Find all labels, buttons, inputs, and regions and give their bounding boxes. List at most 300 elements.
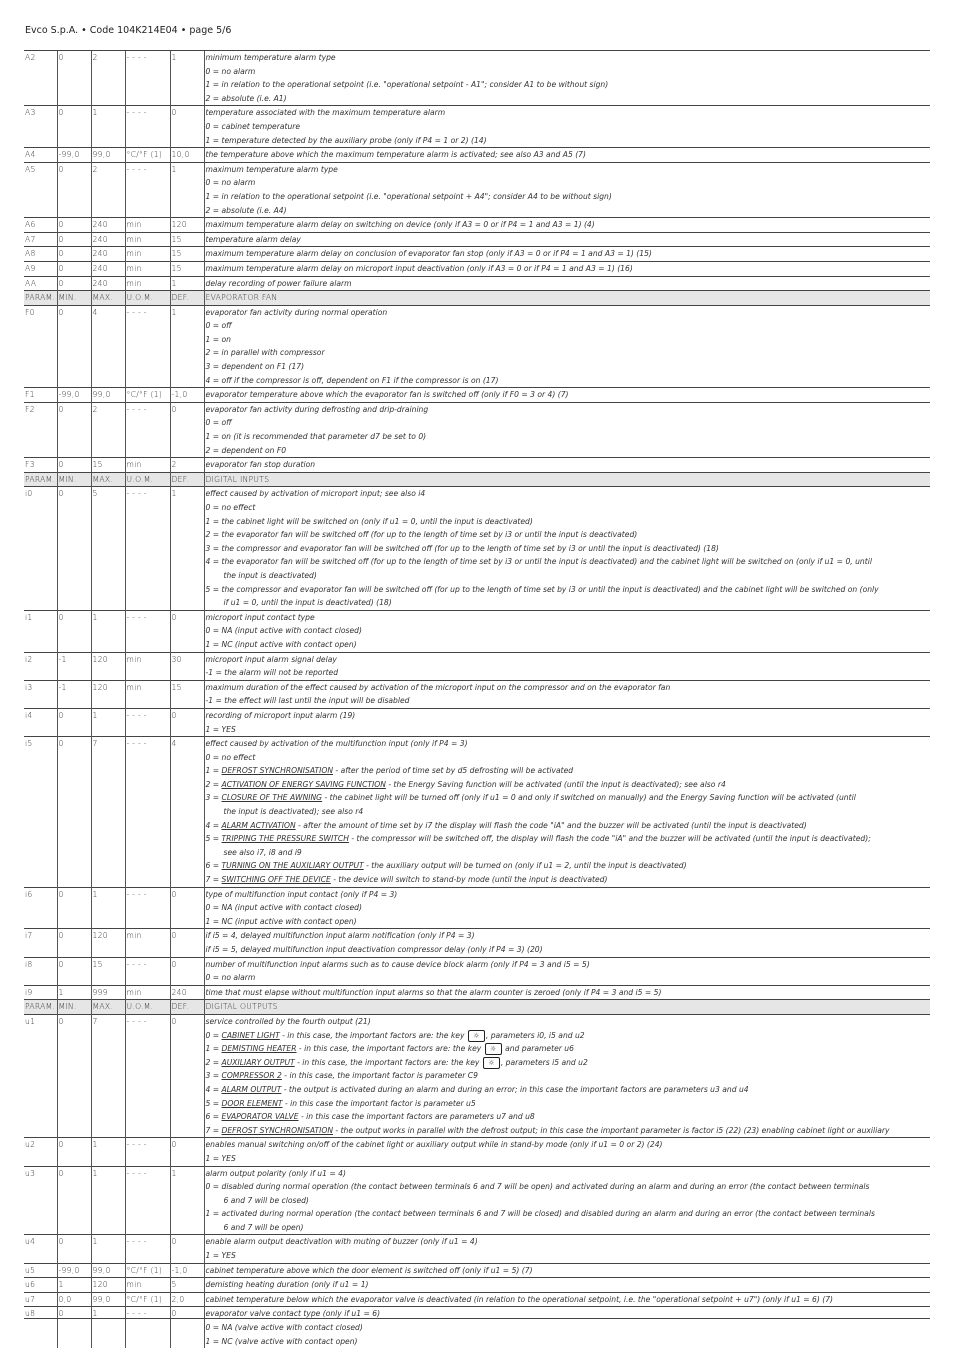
param-description (204, 1235, 930, 1263)
section-title (204, 291, 930, 306)
param-default: 15 (170, 680, 204, 708)
param-max: 240 (91, 261, 125, 276)
description-line: 0 = disabled during normal operation (the contact between terminals 6 and 7 will be open) and activated during an alarm and during an error (the contact between terminals (205, 1182, 870, 1192)
param-uom: °C/°F (1) (125, 148, 170, 163)
param-min: 0,0 (57, 1292, 91, 1307)
description-line: minimum temperature alarm type (205, 53, 336, 62)
description-line: 0 = no alarm (205, 973, 256, 983)
param-max: 1 (91, 1166, 125, 1235)
param-description (204, 957, 930, 985)
param-default: 2,0 (170, 1292, 204, 1307)
description-line: demisting heating duration (only if u1 = 1) (205, 1280, 369, 1290)
param-default: 0 (170, 1235, 204, 1263)
param-uom: °C/°F (1) (125, 388, 170, 403)
param-default: 0 (170, 610, 204, 652)
description-line: 3 = the compressor and evaporator fan will be switched off (for up to the length of time set by i3 or until the input is deactivated) (18) (205, 543, 719, 553)
description-line: cabinet temperature above which the door element is switched off (only if u1 = 5) (7) (205, 1265, 533, 1275)
parameter-row (24, 247, 930, 262)
description-line: 1 = in relation to the operational setpoint (i.e. "operational setpoint - A1"; consider A1 to be without sign) (205, 80, 609, 90)
param-uom: min (125, 652, 170, 680)
description-line: 2 = AUXILIARY OUTPUT - in this case, the important factors are: the key ☼ , parameters i5 and u2 (205, 1057, 588, 1067)
lamp-key-icon: ☼ (483, 1057, 500, 1069)
param-default: 1 (170, 162, 204, 217)
description-line: 1 = DEMISTING HEATER - in this case, the important factors are: the key ☼ and parameter u6 (205, 1044, 574, 1054)
param-default: 1 (170, 51, 204, 106)
parameter-row (24, 402, 930, 457)
param-min: -1 (57, 680, 91, 708)
param-description (204, 276, 930, 291)
param-default: 15 (170, 247, 204, 262)
param-description (204, 1307, 930, 1348)
param-description (204, 162, 930, 217)
option-keyword: DEFROST SYNCHRONISATION (221, 1125, 333, 1135)
description-line: 1 = on (205, 334, 231, 344)
description-line: recording of microport input alarm (19) (205, 710, 356, 720)
param-uom: - - - - (125, 737, 170, 888)
param-min: 0 (57, 106, 91, 148)
description-line: 2 = in parallel with compressor (205, 348, 325, 358)
description-line: 5 = DOOR ELEMENT - in this case the important factor is parameter u5 (205, 1098, 476, 1108)
param-default: 4 (170, 737, 204, 888)
description-line: -1 = the alarm will not be reported (205, 668, 339, 678)
description-line: 5 = TRIPPING THE PRESSURE SWITCH - the compressor will be switched off, the display will flash the code "iA" and the buzzer will be activated (until the input is deactivated); (205, 834, 871, 844)
param-default: -1,0 (170, 1263, 204, 1278)
param-code: i9 (24, 985, 57, 1000)
param-uom: - - - - (125, 1014, 170, 1137)
param-max: 2 (91, 162, 125, 217)
param-uom: - - - - (125, 106, 170, 148)
param-code: A6 (24, 218, 57, 233)
param-max: 7 (91, 737, 125, 888)
option-keyword: ALARM OUTPUT (221, 1084, 282, 1094)
param-max: 1 (91, 1307, 125, 1348)
param-max: 1 (91, 610, 125, 652)
param-min: 0 (57, 162, 91, 217)
description-line: 4 = off if the compressor is off, dependent on F1 if the compressor is on (17) (205, 375, 499, 385)
description-line: 1 = on (it is recommended that parameter d7 be set to 0) (205, 432, 427, 442)
param-uom: - - - - (125, 708, 170, 736)
option-keyword: DEFROST SYNCHRONISATION (221, 766, 333, 776)
param-max: 99,0 (91, 148, 125, 163)
parameter-row (24, 261, 930, 276)
description-line: delay recording of power failure alarm (205, 278, 352, 288)
param-default: 10,0 (170, 148, 204, 163)
description-line: if i5 = 5, delayed multifunction input deactivation compressor delay (only if P4 = 3) (20) (205, 945, 543, 954)
param-code: i7 (24, 929, 57, 957)
param-default: 5 (170, 1278, 204, 1293)
description-line: if i5 = 4, delayed multifunction input alarm notification (only if P4 = 3) (205, 931, 475, 941)
param-code: i6 (24, 887, 57, 929)
param-code: A2 (24, 51, 57, 106)
description-line: 0 = no effect (205, 752, 256, 762)
param-code: i1 (24, 610, 57, 652)
param-uom: U.O.M. (125, 291, 170, 306)
description-line: 2 = the evaporator fan will be switched off (for up to the length of time set by i3 or until the input is deactivated) (205, 530, 638, 540)
param-max: 99,0 (91, 388, 125, 403)
description-line: 4 = ALARM OUTPUT - the output is activated during an alarm and during an error; in this case the important factors are parameters u3 and u4 (205, 1084, 749, 1094)
param-min: 0 (57, 708, 91, 736)
param-description (204, 402, 930, 457)
description-line: 3 = dependent on F1 (17) (205, 362, 305, 372)
parameter-row (24, 148, 930, 163)
param-uom: min (125, 1278, 170, 1293)
param-description (204, 458, 930, 473)
param-default: 30 (170, 652, 204, 680)
option-keyword: SWITCHING OFF THE DEVICE (221, 875, 331, 885)
param-code: A9 (24, 261, 57, 276)
param-min: 0 (57, 1235, 91, 1263)
description-line: 1 = YES (205, 724, 236, 734)
description-line: 0 = NA (input active with contact closed) (205, 903, 362, 913)
param-uom: min (125, 247, 170, 262)
description-line: 7 = SWITCHING OFF THE DEVICE - the device will switch to stand-by mode (until the input is deactivated) (205, 875, 608, 885)
param-max: 1 (91, 708, 125, 736)
param-uom: °C/°F (1) (125, 1263, 170, 1278)
description-line: the input is deactivated); see also r4 (223, 807, 364, 817)
param-max: 1 (91, 1235, 125, 1263)
param-description (204, 106, 930, 148)
lamp-key-icon: ☼ (468, 1030, 485, 1042)
description-line: the input is deactivated) (223, 570, 317, 580)
param-max: 240 (91, 218, 125, 233)
description-line: 1 = activated during normal operation (the contact between terminals 6 and 7 will be closed) and disabled during an alarm and during an error (the contact between terminals (205, 1209, 875, 1219)
description-line: 6 and 7 will be closed) (223, 1195, 309, 1205)
param-description (204, 737, 930, 888)
param-uom: - - - - (125, 610, 170, 652)
parameter-table (24, 50, 930, 1348)
parameter-row (24, 458, 930, 473)
param-code: u7 (24, 1292, 57, 1307)
description-line: 3 = CLOSURE OF THE AWNING - the cabinet light will be turned off (only if u1 = 0 and only if switched on manually) and the Energy Saving function will be activated (until (205, 793, 856, 803)
param-default: DEF. (170, 1000, 204, 1015)
param-max: 1 (91, 1138, 125, 1166)
param-description (204, 680, 930, 708)
description-line: DIGITAL OUTPUTS (205, 1002, 278, 1012)
param-description (204, 652, 930, 680)
param-min: 0 (57, 737, 91, 888)
option-keyword: DEMISTING HEATER (221, 1044, 297, 1054)
param-max: 1 (91, 106, 125, 148)
parameter-row (24, 388, 930, 403)
param-code: u2 (24, 1138, 57, 1166)
param-min: -99,0 (57, 388, 91, 403)
description-line: 0 = no alarm (205, 178, 256, 188)
param-code: u5 (24, 1263, 57, 1278)
param-code: F2 (24, 402, 57, 457)
param-default: 120 (170, 218, 204, 233)
param-code: A4 (24, 148, 57, 163)
param-default: 1 (170, 276, 204, 291)
description-line: 0 = no alarm (205, 66, 256, 76)
description-line: 1 = NC (input active with contact open) (205, 916, 357, 926)
param-description (204, 148, 930, 163)
description-line: microport input contact type (205, 612, 315, 622)
parameter-row (24, 1292, 930, 1307)
description-line: evaporator fan activity during defrosting and drip-draining (205, 404, 429, 414)
parameter-row (24, 276, 930, 291)
param-description (204, 218, 930, 233)
description-line: EVAPORATOR FAN (205, 293, 278, 303)
parameter-row (24, 1263, 930, 1278)
param-default: 0 (170, 1014, 204, 1137)
description-line: cabinet temperature below which the evaporator valve is deactivated (in relation to the operational setpoint, i.e. the "operational setpoint + u7") (only if u1 = 6) (7) (205, 1294, 834, 1304)
parameter-row (24, 887, 930, 929)
param-default: 2 (170, 458, 204, 473)
parameter-row (24, 1307, 930, 1348)
param-code: F3 (24, 458, 57, 473)
param-description (204, 1014, 930, 1137)
param-max: 15 (91, 957, 125, 985)
description-line: effect caused by activation of the multifunction input (only if P4 = 3) (205, 739, 468, 749)
description-line: maximum duration of the effect caused by activation of the microport input on the compressor and on the evaporator fan (205, 682, 671, 692)
description-line: 2 = ACTIVATION OF ENERGY SAVING FUNCTION - the Energy Saving function will be activated (until the input is deactivated); see also r4 (205, 779, 726, 789)
param-code: PARAM. (24, 291, 57, 306)
param-description (204, 388, 930, 403)
section-header-row (24, 1000, 930, 1015)
param-default: 240 (170, 985, 204, 1000)
param-max: 7 (91, 1014, 125, 1137)
param-max: MAX. (91, 1000, 125, 1015)
description-line: DIGITAL INPUTS (205, 474, 270, 484)
description-line: 0 = NA (valve active with contact closed) (205, 1323, 363, 1333)
param-uom: U.O.M. (125, 472, 170, 487)
description-line: type of multifunction input contact (only if P4 = 3) (205, 889, 398, 899)
param-default: 1 (170, 487, 204, 610)
description-line: 1 = the cabinet light will be switched on (only if u1 = 0, until the input is deactivated) (205, 516, 533, 526)
param-code: u6 (24, 1278, 57, 1293)
parameter-row (24, 680, 930, 708)
param-code: F0 (24, 305, 57, 388)
param-max: 99,0 (91, 1292, 125, 1307)
parameter-row (24, 610, 930, 652)
section-header-row (24, 472, 930, 487)
param-uom: U.O.M. (125, 1000, 170, 1015)
description-line: evaporator valve contact type (only if u1 = 6) (205, 1309, 381, 1319)
param-code: A5 (24, 162, 57, 217)
parameter-row (24, 652, 930, 680)
param-description (204, 305, 930, 388)
param-code: i5 (24, 737, 57, 888)
param-default: DEF. (170, 472, 204, 487)
param-default: 15 (170, 232, 204, 247)
param-description (204, 247, 930, 262)
lamp-key-icon: ☼ (485, 1043, 502, 1055)
parameter-table-body (24, 51, 930, 1349)
description-line: 1 = YES (205, 1153, 236, 1163)
description-line: 0 = off (205, 418, 232, 428)
description-line: evaporator fan activity during normal operation (205, 307, 388, 317)
param-max: 1 (91, 887, 125, 929)
section-title (204, 1000, 930, 1015)
param-code: u8 (24, 1307, 57, 1348)
section-title (204, 472, 930, 487)
parameter-row (24, 1166, 930, 1235)
param-min: 0 (57, 276, 91, 291)
parameter-row (24, 232, 930, 247)
param-uom: min (125, 218, 170, 233)
param-description (204, 708, 930, 736)
param-min: 0 (57, 1014, 91, 1137)
description-line: -1 = the effect will last until the input will be disabled (205, 696, 410, 706)
param-code: A8 (24, 247, 57, 262)
param-code: i3 (24, 680, 57, 708)
option-keyword: ALARM ACTIVATION (221, 820, 296, 830)
param-min: 0 (57, 218, 91, 233)
option-keyword: COMPRESSOR 2 (221, 1071, 282, 1081)
param-min: 1 (57, 1278, 91, 1293)
description-line: if u1 = 0, until the input is deactivated) (18) (223, 598, 392, 608)
description-line: 3 = COMPRESSOR 2 - in this case, the important factor is parameter C9 (205, 1071, 478, 1081)
param-min: MIN. (57, 472, 91, 487)
description-line: 0 = CABINET LIGHT - in this case, the important factors are: the key ☼ , parameters i0, i5 and u2 (205, 1030, 585, 1040)
param-code: A7 (24, 232, 57, 247)
param-default: 0 (170, 887, 204, 929)
param-max: 5 (91, 487, 125, 610)
param-default: 0 (170, 1307, 204, 1348)
parameter-row (24, 1138, 930, 1166)
description-line: 1 = DEFROST SYNCHRONISATION - after the period of time set by d5 defrosting will be activated (205, 766, 574, 776)
param-default: 1 (170, 305, 204, 388)
param-min: 0 (57, 402, 91, 457)
param-max: 240 (91, 232, 125, 247)
parameter-row (24, 1235, 930, 1263)
description-line: 0 = off (205, 321, 232, 331)
param-min: 0 (57, 610, 91, 652)
description-line: 7 = DEFROST SYNCHRONISATION - the output works in parallel with the defrost output; in this case the important parameter is factor i5 (22) (23) enabling cabinet light or auxiliary (205, 1125, 890, 1135)
description-line: enable alarm output deactivation with muting of buzzer (only if u1 = 4) (205, 1237, 478, 1247)
parameter-row (24, 1278, 930, 1293)
param-min: 1 (57, 985, 91, 1000)
description-line: 1 = YES (205, 1251, 236, 1261)
parameter-row (24, 1014, 930, 1137)
description-line: microport input alarm signal delay (205, 654, 337, 664)
param-default: 0 (170, 708, 204, 736)
parameter-row (24, 106, 930, 148)
description-line: evaporator temperature above which the evaporator fan is switched off (only if F0 = 3 or 4) (7) (205, 390, 569, 400)
param-max: 4 (91, 305, 125, 388)
option-keyword: CABINET LIGHT (221, 1030, 280, 1040)
param-code: PARAM. (24, 1000, 57, 1015)
param-description (204, 261, 930, 276)
description-line: 2 = absolute (i.e. A1) (205, 93, 287, 103)
description-line: 4 = the evaporator fan will be switched off (for up to the length of time set by i3 or until the input is deactivated) and the cabinet light will be switched on (only if u1 = 0, until (205, 557, 872, 567)
parameter-row (24, 487, 930, 610)
param-uom: min (125, 458, 170, 473)
param-uom: - - - - (125, 1307, 170, 1348)
param-min: -99,0 (57, 1263, 91, 1278)
option-keyword: TURNING ON THE AUXILIARY OUTPUT (221, 861, 364, 871)
description-line: temperature alarm delay (205, 234, 301, 244)
param-default: 1 (170, 1166, 204, 1235)
parameter-row (24, 305, 930, 388)
param-max: 15 (91, 458, 125, 473)
param-uom: min (125, 680, 170, 708)
description-line: 5 = the compressor and evaporator fan will be switched off (for up to the length of time set by i3 or until the input is deactivated) and the cabinet light will be switched on (only (205, 584, 879, 594)
description-line: temperature associated with the maximum temperature alarm (205, 108, 446, 118)
param-uom: min (125, 985, 170, 1000)
param-description (204, 1138, 930, 1166)
param-min: 0 (57, 929, 91, 957)
param-description (204, 1263, 930, 1278)
param-description (204, 232, 930, 247)
param-max: 240 (91, 247, 125, 262)
param-uom: - - - - (125, 957, 170, 985)
parameter-row (24, 162, 930, 217)
param-min: -99,0 (57, 148, 91, 163)
param-max: MAX. (91, 291, 125, 306)
param-code: A3 (24, 106, 57, 148)
param-uom: - - - - (125, 1138, 170, 1166)
description-line: 1 = in relation to the operational setpoint (i.e. "operational setpoint + A4"; consider A4 to be without sign) (205, 191, 612, 201)
param-max: 99,0 (91, 1263, 125, 1278)
param-min: 0 (57, 957, 91, 985)
option-keyword: DOOR ELEMENT (221, 1098, 283, 1108)
description-line: 0 = NA (input active with contact closed) (205, 626, 362, 636)
param-description (204, 487, 930, 610)
param-min: 0 (57, 1138, 91, 1166)
param-min: MIN. (57, 291, 91, 306)
param-max: 2 (91, 402, 125, 457)
description-line: 6 = TURNING ON THE AUXILIARY OUTPUT - the auxiliary output will be turned on (only if u1 = 2, until the input is deactivated) (205, 861, 687, 871)
param-uom: °C/°F (1) (125, 1292, 170, 1307)
description-line: maximum temperature alarm delay on switching on device (only if A3 = 0 or if P4 = 1 and A3 = 1) (4) (205, 220, 595, 230)
param-default: 0 (170, 402, 204, 457)
description-line: effect caused by activation of microport input; see also i4 (205, 489, 426, 499)
param-description (204, 51, 930, 106)
option-keyword: TRIPPING THE PRESSURE SWITCH (221, 834, 349, 844)
param-max: 2 (91, 51, 125, 106)
param-min: MIN. (57, 1000, 91, 1015)
param-description (204, 985, 930, 1000)
param-default: 0 (170, 929, 204, 957)
option-keyword: ACTIVATION OF ENERGY SAVING FUNCTION (221, 779, 386, 789)
param-max: MAX. (91, 472, 125, 487)
table-bottom-rule (24, 1318, 930, 1319)
param-default: -1,0 (170, 388, 204, 403)
description-line: 6 and 7 will be open) (223, 1222, 304, 1232)
description-line: 1 = NC (valve active with contact open) (205, 1336, 358, 1346)
param-description (204, 929, 930, 957)
param-uom: - - - - (125, 51, 170, 106)
description-line: maximum temperature alarm delay on microport input deactivation (only if A3 = 0 or if P4 = 1 and A3 = 1) (16) (205, 263, 633, 273)
param-min: 0 (57, 232, 91, 247)
description-line: maximum temperature alarm delay on conclusion of evaporator fan stop (only if A3 = 0 or if P4 = 1 and A3 = 1) (15) (205, 249, 652, 259)
description-line: enables manual switching on/off of the cabinet light or auxiliary output while in stand-by mode (only if u1 = 0 or 2) (24) (205, 1140, 663, 1150)
description-line: 0 = cabinet temperature (205, 121, 301, 131)
param-code: i8 (24, 957, 57, 985)
param-uom: - - - - (125, 402, 170, 457)
description-line: evaporator fan stop duration (205, 460, 316, 470)
param-default: 15 (170, 261, 204, 276)
description-line: service controlled by the fourth output (21) (205, 1016, 371, 1026)
param-uom: - - - - (125, 1235, 170, 1263)
parameter-row (24, 957, 930, 985)
parameter-row (24, 985, 930, 1000)
param-code: AA (24, 276, 57, 291)
param-description (204, 887, 930, 929)
parameter-row (24, 218, 930, 233)
param-code: i0 (24, 487, 57, 610)
description-line: alarm output polarity (only if u1 = 4) (205, 1168, 346, 1178)
page-header: Evco S.p.A. • Code 104K214E04 • page 5/6 (25, 25, 232, 36)
param-code: u3 (24, 1166, 57, 1235)
param-max: 120 (91, 1278, 125, 1293)
parameter-row (24, 708, 930, 736)
param-min: 0 (57, 305, 91, 388)
param-uom: min (125, 261, 170, 276)
param-min: -1 (57, 652, 91, 680)
param-uom: - - - - (125, 1166, 170, 1235)
